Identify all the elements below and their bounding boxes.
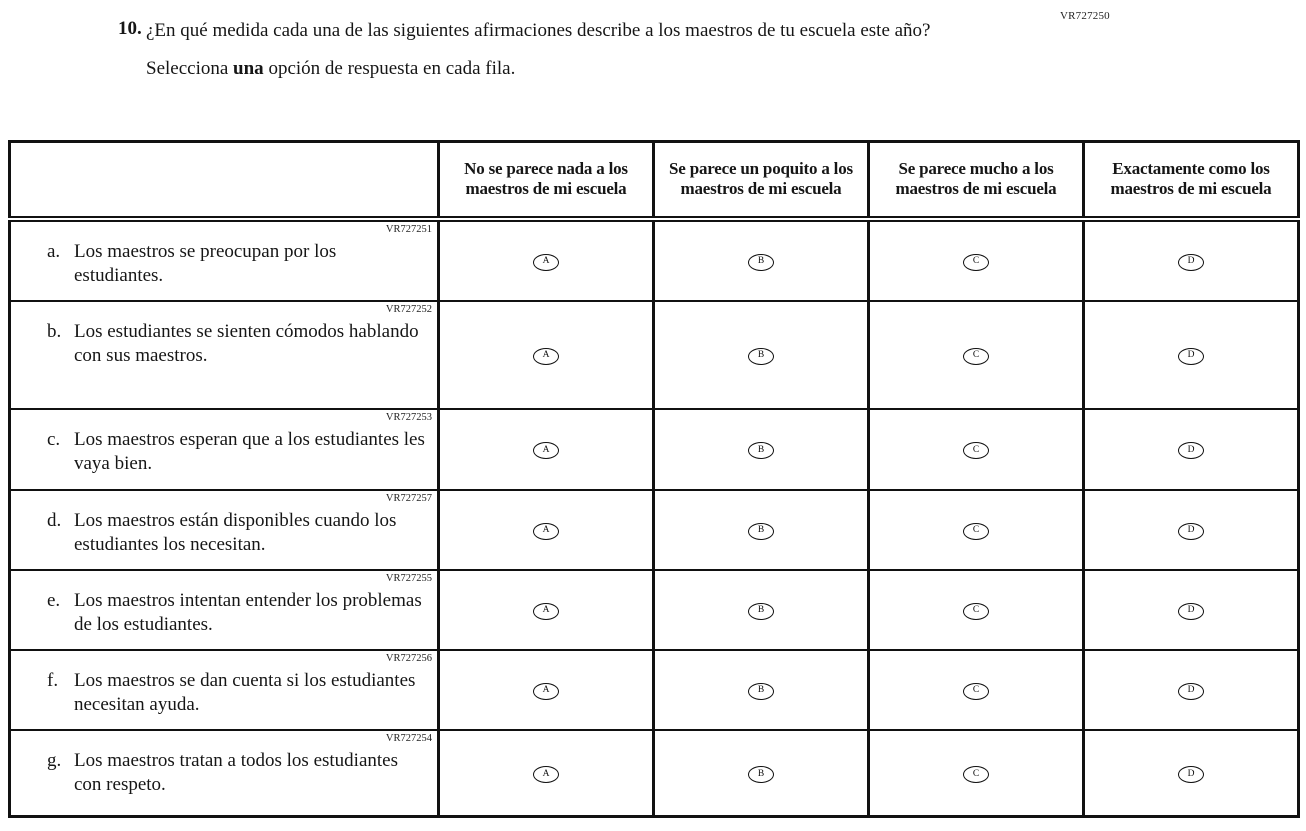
instruction-pre: Selecciona <box>146 57 234 79</box>
column-header-4: Exactamente como los maestros de mi escuela <box>1084 142 1299 219</box>
option-cell <box>869 219 1084 301</box>
header-empty-cell <box>10 142 439 219</box>
row-letter: b. <box>47 321 62 343</box>
option-bubble-d[interactable]: D <box>1178 766 1204 783</box>
option-bubble-c[interactable]: C <box>963 442 989 459</box>
question-number: 10. <box>118 18 142 39</box>
option-cell <box>869 730 1084 817</box>
table-row-a <box>10 219 1299 301</box>
option-bubble-c[interactable]: C <box>963 766 989 783</box>
table-row-c <box>10 409 1299 490</box>
option-cell <box>439 409 654 490</box>
option-cell <box>439 219 654 301</box>
instruction-post: opción de respuesta en cada fila. <box>263 57 516 79</box>
statement-cell <box>10 570 439 650</box>
option-cell <box>654 650 869 730</box>
option-cell <box>869 301 1084 409</box>
question-block <box>118 18 998 80</box>
option-bubble-a[interactable]: A <box>533 766 559 783</box>
option-bubble-a[interactable]: A <box>533 683 559 700</box>
row-code: VR727253 <box>385 411 432 423</box>
table-row-d <box>10 490 1299 570</box>
row-letter: e. <box>47 590 61 612</box>
header-row <box>10 142 1299 219</box>
option-bubble-c[interactable]: C <box>963 683 989 700</box>
column-header-2: Se parece un poquito a los maestros de mi escuela <box>654 142 869 219</box>
form-code: VR727250 <box>1060 10 1110 22</box>
option-cell <box>869 650 1084 730</box>
row-text: Los maestros están disponibles cuando los estudiantes los necesitan. <box>74 510 397 555</box>
statement-cell <box>10 490 439 570</box>
option-bubble-d[interactable]: D <box>1178 603 1204 620</box>
option-bubble-a[interactable]: A <box>533 442 559 459</box>
option-bubble-c[interactable]: C <box>963 348 989 365</box>
row-letter: g. <box>47 750 62 772</box>
row-letter: f. <box>47 670 59 692</box>
survey-matrix-table <box>8 140 1300 818</box>
option-bubble-d[interactable]: D <box>1178 348 1204 365</box>
option-bubble-a[interactable]: A <box>533 603 559 620</box>
row-code: VR727251 <box>385 223 432 235</box>
row-text: Los maestros se preocupan por los estudiantes. <box>74 241 337 286</box>
option-cell <box>654 409 869 490</box>
option-cell <box>1084 409 1299 490</box>
row-code: VR727256 <box>385 652 432 664</box>
option-cell <box>1084 490 1299 570</box>
table-row-e <box>10 570 1299 650</box>
instruction-bold: una <box>233 57 264 79</box>
option-bubble-d[interactable]: D <box>1178 683 1204 700</box>
option-cell <box>439 650 654 730</box>
option-cell <box>1084 219 1299 301</box>
option-cell <box>654 219 869 301</box>
row-letter: c. <box>47 429 61 451</box>
table-row-b <box>10 301 1299 409</box>
column-header-1: No se parece nada a los maestros de mi escuela <box>439 142 654 219</box>
statement-cell <box>10 650 439 730</box>
option-cell <box>869 409 1084 490</box>
option-bubble-b[interactable]: B <box>748 683 774 700</box>
column-header-3: Se parece mucho a los maestros de mi escuela <box>869 142 1084 219</box>
option-cell <box>439 730 654 817</box>
row-code: VR727255 <box>385 572 432 584</box>
option-bubble-b[interactable]: B <box>748 348 774 365</box>
statement-cell <box>10 409 439 490</box>
option-cell <box>869 490 1084 570</box>
option-bubble-c[interactable]: C <box>963 523 989 540</box>
row-text: Los maestros intentan entender los problemas de los estudiantes. <box>74 590 422 635</box>
table-row-g <box>10 730 1299 817</box>
option-cell <box>654 490 869 570</box>
option-cell <box>1084 301 1299 409</box>
row-code: VR727257 <box>385 492 432 504</box>
option-bubble-d[interactable]: D <box>1178 523 1204 540</box>
row-letter: a. <box>47 241 61 263</box>
instruction-text <box>146 58 998 80</box>
option-cell <box>1084 570 1299 650</box>
option-bubble-b[interactable]: B <box>748 766 774 783</box>
option-cell <box>439 490 654 570</box>
row-code: VR727254 <box>385 732 432 744</box>
option-bubble-d[interactable]: D <box>1178 442 1204 459</box>
row-text: Los maestros se dan cuenta si los estudiantes necesitan ayuda. <box>74 670 416 715</box>
row-text: Los maestros tratan a todos los estudiantes con respeto. <box>74 750 398 795</box>
option-bubble-d[interactable]: D <box>1178 254 1204 271</box>
row-letter: d. <box>47 510 62 532</box>
option-bubble-b[interactable]: B <box>748 442 774 459</box>
option-bubble-a[interactable]: A <box>533 254 559 271</box>
option-bubble-c[interactable]: C <box>963 603 989 620</box>
option-bubble-c[interactable]: C <box>963 254 989 271</box>
option-bubble-a[interactable]: A <box>533 523 559 540</box>
option-cell <box>1084 730 1299 817</box>
statement-cell <box>10 730 439 817</box>
option-bubble-b[interactable]: B <box>748 523 774 540</box>
option-bubble-a[interactable]: A <box>533 348 559 365</box>
statement-cell <box>10 219 439 301</box>
option-cell <box>1084 650 1299 730</box>
row-text: Los maestros esperan que a los estudiantes les vaya bien. <box>74 429 425 474</box>
row-code: VR727252 <box>385 303 432 315</box>
table-row-f <box>10 650 1299 730</box>
option-cell <box>654 730 869 817</box>
statement-cell <box>10 301 439 409</box>
option-cell <box>439 570 654 650</box>
option-cell <box>869 570 1084 650</box>
option-cell <box>654 301 869 409</box>
option-bubble-b[interactable]: B <box>748 254 774 271</box>
option-bubble-b[interactable]: B <box>748 603 774 620</box>
question-text: ¿En qué medida cada una de las siguientes afirmaciones describe a los maestros de tu escuela este año? <box>146 20 931 41</box>
row-text: Los estudiantes se sienten cómodos hablando con sus maestros. <box>74 321 419 366</box>
option-cell <box>439 301 654 409</box>
option-cell <box>654 570 869 650</box>
